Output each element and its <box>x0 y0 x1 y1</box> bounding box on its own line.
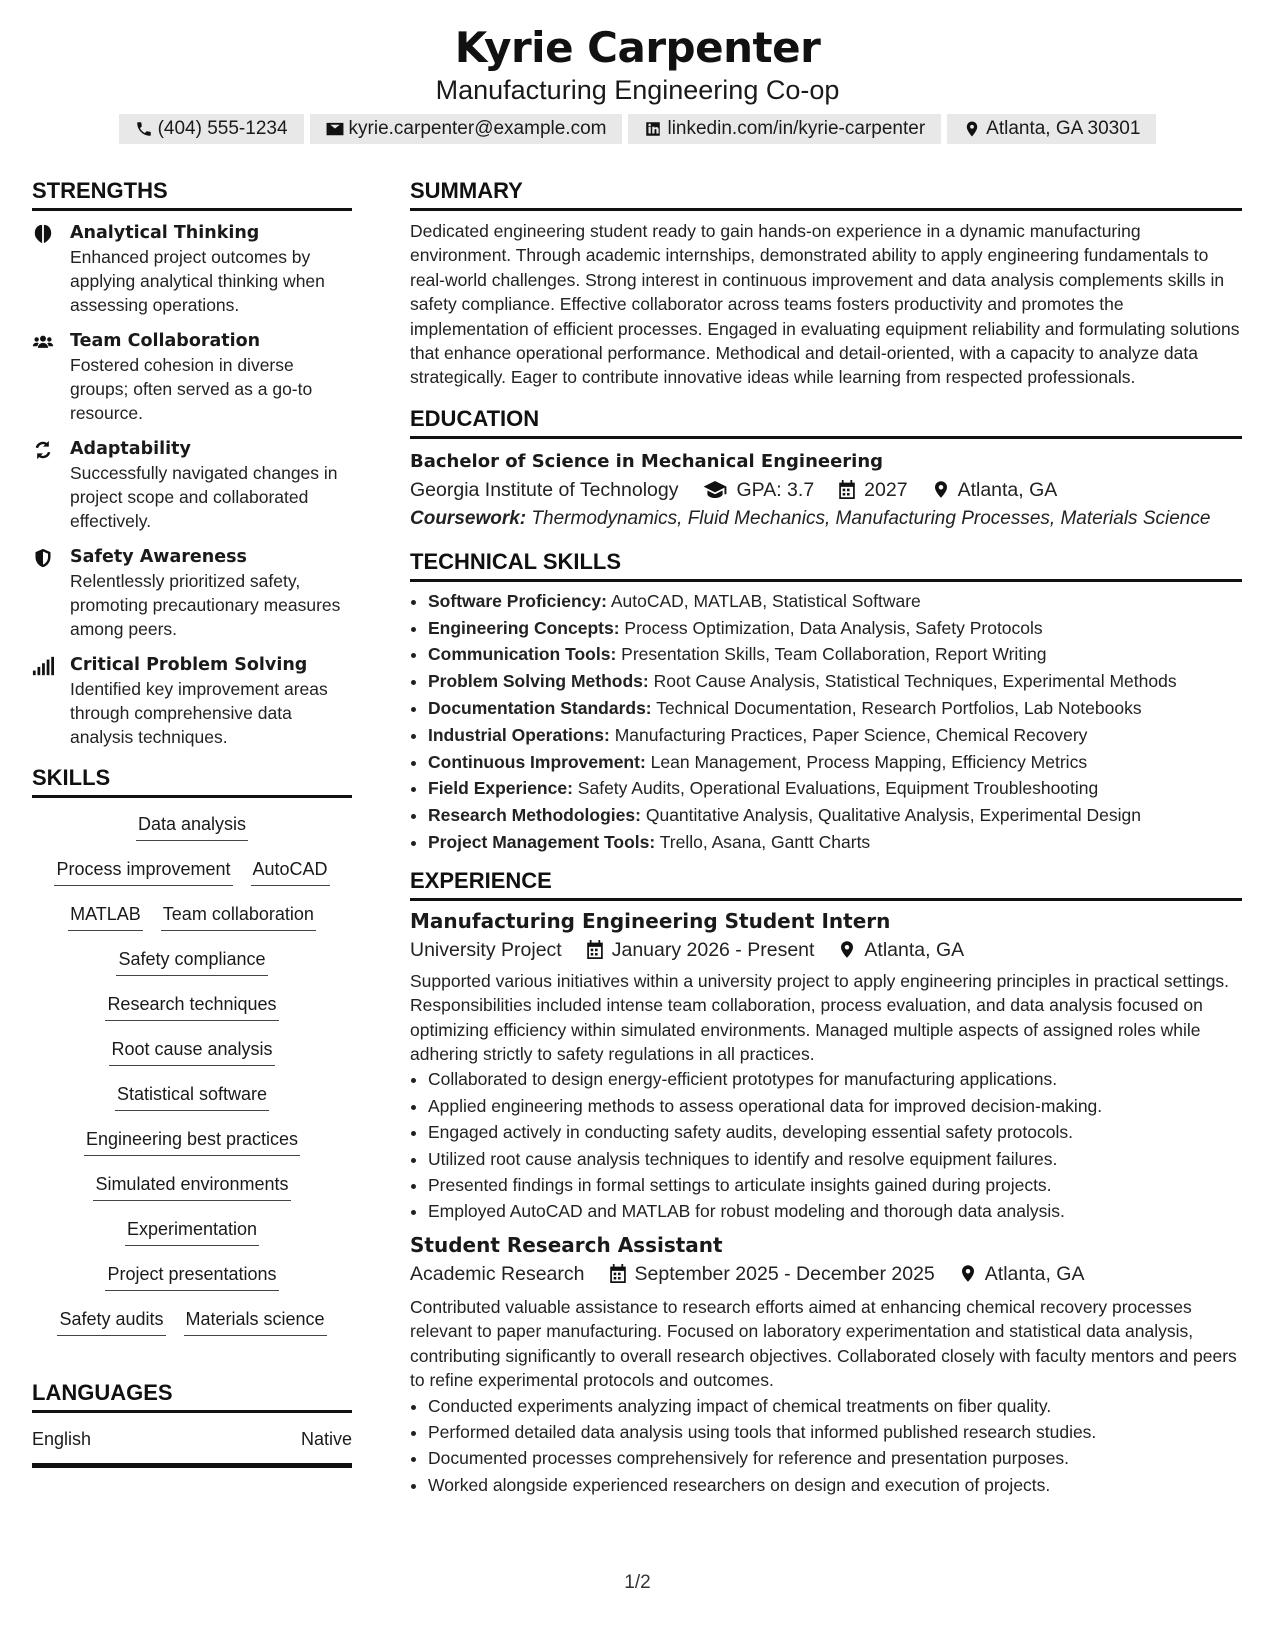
strength-item <box>32 329 352 425</box>
signal-bars-icon <box>32 656 54 676</box>
tech-skill-item <box>428 802 1242 829</box>
tech-skill-item <box>428 641 1242 668</box>
coursework-list: Thermodynamics, Fluid Mechanics, Manufacturing Processes, Materials Science <box>531 507 1211 529</box>
tech-skill-value: Process Optimization, Data Analysis, Safety Protocols <box>624 617 1043 638</box>
linkedin-text: linkedin.com/in/kyrie-carpenter <box>667 118 926 139</box>
tech-skill-label: Communication Tools: <box>428 644 617 665</box>
skill-tag: Statistical software <box>115 1082 269 1111</box>
job-dates: September 2025 - December 2025 <box>634 1262 935 1285</box>
job-bullet: • Engaged actively in conducting safety audits, developing essential safety protocols. <box>428 1119 1242 1145</box>
coursework <box>410 507 1242 531</box>
strength-desc: Successfully navigated changes in project scope and collaborated effectively. <box>70 463 338 531</box>
education-location: Atlanta, GA <box>957 478 1058 501</box>
calendar-icon <box>586 940 604 959</box>
candidate-name: Kyrie Carpenter <box>454 23 821 72</box>
skills-row <box>32 1082 352 1127</box>
skill-tag: Safety audits <box>57 1307 165 1336</box>
job-org: University Project <box>410 938 562 961</box>
strength-desc: Enhanced project outcomes by applying analytical thinking when assessing operations. <box>70 247 325 315</box>
coursework-label: Coursework: <box>410 507 527 529</box>
gpa-text: GPA: 3.7 <box>736 478 815 501</box>
tech-skill-value: Quantitative Analysis, Qualitative Analysis, Experimental Design <box>645 805 1141 826</box>
tech-skill-item <box>428 695 1242 722</box>
skill-tag: Project presentations <box>105 1262 278 1291</box>
email-text: kyrie.carpenter@example.com <box>348 118 607 139</box>
degree-title: Bachelor of Science in Mechanical Engineering <box>410 450 884 472</box>
refresh-icon <box>32 440 54 460</box>
job-location: Atlanta, GA <box>984 1262 1085 1285</box>
job-title: Student Research Assistant <box>410 1232 723 1257</box>
job-entry <box>410 907 1242 1225</box>
shield-icon <box>32 548 54 568</box>
tech-skill-label: Project Management Tools: <box>428 832 656 853</box>
skill-tag: Materials science <box>184 1307 327 1336</box>
calendar-icon <box>838 480 856 499</box>
strengths-list <box>32 221 352 749</box>
skills-row <box>32 947 352 992</box>
job-meta <box>410 1259 1242 1289</box>
tech-skill-value: Lean Management, Process Mapping, Efficiency Metrics <box>650 751 1088 772</box>
job-org: Academic Research <box>410 1262 585 1285</box>
map-pin-icon <box>959 1264 977 1283</box>
tech-skill-value: Technical Documentation, Research Portfolios, Lab Notebooks <box>656 698 1142 719</box>
envelope-icon <box>326 120 344 138</box>
skills-row <box>32 1217 352 1262</box>
job-bullet: • Worked alongside experienced researchers on design and execution of projects. <box>428 1472 1242 1498</box>
contact-email[interactable] <box>310 114 623 144</box>
candidate-title: Manufacturing Engineering Co-op <box>435 75 840 105</box>
strengths-heading: STRENGTHS <box>32 176 352 211</box>
skill-tag: Root cause analysis <box>109 1037 274 1066</box>
skills-row <box>32 902 352 947</box>
map-pin-icon <box>963 120 981 138</box>
language-level: Native <box>300 1429 352 1449</box>
strength-title: Safety Awareness <box>70 547 247 567</box>
skill-tag: Team collaboration <box>161 902 316 931</box>
job-bullet: • Conducted experiments analyzing impact of chemical treatments on fiber quality. <box>428 1393 1242 1419</box>
job-bullet: • Utilized root cause analysis techniques to identify and resolve equipment failures. <box>428 1146 1242 1172</box>
tech-skill-value: Safety Audits, Operational Evaluations, Equipment Troubleshooting <box>577 778 1099 799</box>
strength-title: Team Collaboration <box>70 331 261 351</box>
job-dates: January 2026 - Present <box>611 938 815 961</box>
strength-item <box>32 221 352 317</box>
skills-row <box>32 1262 352 1307</box>
strength-desc: Relentlessly prioritized safety, promoting precautionary measures among peers. <box>70 571 341 639</box>
job-bullets <box>410 1066 1242 1224</box>
job-description: Contributed valuable assistance to research efforts aimed at enhancing chemical recovery processes relevant to paper manufacturing. Focused on laboratory experimentation and statistical data analysis, contributing significantly to overall research objectives. Collaborated closely with faculty mentors and peers to refine experimental protocols and outcomes. <box>410 1296 1237 1391</box>
summary-heading: SUMMARY <box>410 176 1242 211</box>
tech-skill-value: Presentation Skills, Team Collaboration, Report Writing <box>621 644 1047 665</box>
strength-desc: Fostered cohesion in diverse groups; often served as a go-to resource. <box>70 355 313 423</box>
tech-skill-value: Root Cause Analysis, Statistical Techniques, Experimental Methods <box>653 671 1177 692</box>
tech-skill-value: AutoCAD, MATLAB, Statistical Software <box>610 590 921 611</box>
job-bullet: • Performed detailed data analysis using tools that informed published research studies. <box>428 1419 1242 1445</box>
contact-linkedin[interactable] <box>628 114 941 144</box>
linkedin-icon <box>644 120 662 138</box>
strength-title: Analytical Thinking <box>70 223 260 243</box>
strength-title: Critical Problem Solving <box>70 655 308 675</box>
skills-heading: SKILLS <box>32 763 352 798</box>
tech-skill-label: Research Methodologies: <box>428 805 641 826</box>
job-location: Atlanta, GA <box>864 938 965 961</box>
contact-bar <box>0 114 1275 144</box>
skills-row <box>32 1307 352 1352</box>
skill-tag: Experimentation <box>125 1217 259 1246</box>
strength-item <box>32 545 352 641</box>
skill-tag: Safety compliance <box>116 947 267 976</box>
graduation-cap-icon <box>702 480 728 499</box>
languages-heading: LANGUAGES <box>32 1378 352 1413</box>
tech-skill-label: Continuous Improvement: <box>428 751 646 772</box>
page-number: 1/2 <box>624 1572 651 1593</box>
brain-icon <box>32 224 54 244</box>
left-column <box>32 176 352 1468</box>
location-text: Atlanta, GA 30301 <box>986 118 1141 139</box>
language-name: English <box>32 1429 92 1449</box>
skill-tag: Simulated environments <box>93 1172 290 1201</box>
skill-tag: MATLAB <box>68 902 143 931</box>
tech-skill-label: Software Proficiency: <box>428 590 607 611</box>
experience-heading: EXPERIENCE <box>410 866 1242 901</box>
strength-item <box>32 653 352 749</box>
map-pin-icon <box>932 480 950 499</box>
right-column <box>410 176 1242 1498</box>
tech-skill-value: Trello, Asana, Gantt Charts <box>659 832 871 853</box>
job-entry <box>410 1231 1242 1498</box>
skill-tag: Data analysis <box>136 812 248 841</box>
tech-skill-item <box>428 588 1242 615</box>
graduation-year: 2027 <box>864 478 908 501</box>
strength-desc: Identified key improvement areas through comprehensive data analysis techniques. <box>70 679 328 747</box>
strength-item <box>32 437 352 533</box>
tech-skill-label: Field Experience: <box>428 778 573 799</box>
technical-skills-heading: TECHNICAL SKILLS <box>410 547 1242 582</box>
tech-skill-item <box>428 722 1242 749</box>
tech-skill-item <box>428 829 1242 856</box>
tech-skill-label: Industrial Operations: <box>428 724 610 745</box>
map-pin-icon <box>838 940 856 959</box>
skills-row <box>32 1037 352 1082</box>
skills-cloud <box>32 812 352 1352</box>
job-bullets <box>410 1393 1242 1499</box>
tech-skill-item <box>428 668 1242 695</box>
technical-skills-list <box>410 588 1242 856</box>
tech-skill-item <box>428 615 1242 642</box>
job-meta <box>410 935 1242 965</box>
tech-skill-label: Documentation Standards: <box>428 698 652 719</box>
resume-header <box>0 22 1275 144</box>
phone-text: (404) 555-1234 <box>157 118 288 139</box>
job-bullet: • Applied engineering methods to assess operational data for improved decision-making. <box>428 1093 1242 1119</box>
strength-title: Adaptability <box>70 439 191 459</box>
tech-skill-item <box>428 749 1242 776</box>
skill-tag: AutoCAD <box>251 857 330 886</box>
contact-phone[interactable] <box>119 114 304 144</box>
contact-location <box>947 114 1156 144</box>
summary-text: Dedicated engineering student ready to gain hands-on experience in a dynamic manufacturing environment. Through academic internships, demonstrated ability to apply engineering fundamentals to real-world challenges. Strong interest in continuous improvement and data analysis complements skills in safety compliance. Effective collaborator across teams fosters productivity and promotes the implementation of efficient processes. Engaged in evaluating equipment reliability and formulating solutions that enhance operational performance. Methodical and detail-oriented, with a capacity to analyze data strategically. Eager to contribute innovative ideas while learning from respected professionals. <box>410 221 1240 388</box>
job-description: Supported various initiatives within a university project to apply engineering principles in practical settings. Responsibilities included intense team collaboration, process evaluation, and data analysis focused on optimizing efficiency within simulated environments. Managed multiple aspects of assigned roles while adhering strictly to safety regulations in all practices. <box>410 970 1230 1065</box>
tech-skill-label: Problem Solving Methods: <box>428 671 649 692</box>
skill-tag: Process improvement <box>54 857 232 886</box>
skills-row <box>32 812 352 857</box>
tech-skill-item <box>428 775 1242 802</box>
skills-row <box>32 1127 352 1172</box>
skills-row <box>32 992 352 1037</box>
school-name: Georgia Institute of Technology <box>410 478 679 501</box>
skill-tag: Engineering best practices <box>84 1127 300 1156</box>
job-bullet: • Documented processes comprehensively for reference and presentation purposes. <box>428 1445 1242 1471</box>
skills-row <box>32 1172 352 1217</box>
tech-skill-label: Engineering Concepts: <box>428 617 620 638</box>
tech-skill-value: Manufacturing Practices, Paper Science, Chemical Recovery <box>614 724 1088 745</box>
job-title: Manufacturing Engineering Student Intern <box>410 908 891 933</box>
job-bullet: • Employed AutoCAD and MATLAB for robust modeling and thorough data analysis. <box>428 1198 1242 1224</box>
skills-row <box>32 857 352 902</box>
job-bullet: • Presented findings in formal settings to articulate insights gained during projects. <box>428 1172 1242 1198</box>
job-bullet: • Collaborated to design energy-efficient prototypes for manufacturing applications. <box>428 1066 1242 1092</box>
skill-tag: Research techniques <box>105 992 278 1021</box>
users-icon <box>32 332 54 352</box>
education-meta <box>410 475 1242 505</box>
language-item <box>32 1413 352 1468</box>
phone-icon <box>135 120 153 138</box>
education-heading: EDUCATION <box>410 404 1242 439</box>
calendar-icon <box>609 1264 627 1283</box>
